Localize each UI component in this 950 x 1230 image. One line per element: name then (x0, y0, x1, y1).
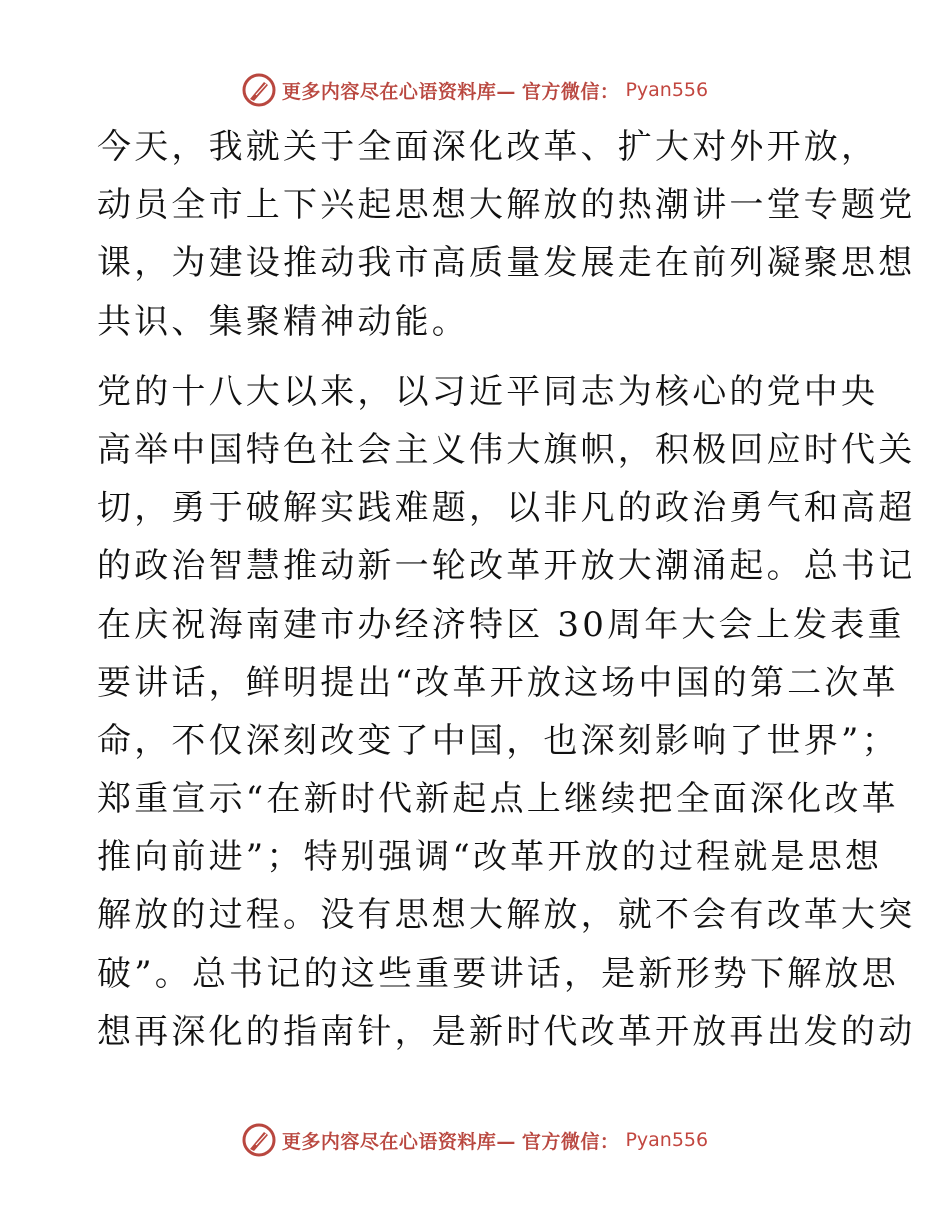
watermark-site-text: 更多内容尽在心语资料库— (281, 1130, 516, 1153)
watermark-contact-value: Pyan556 (625, 79, 709, 101)
watermark-contact-value: Pyan556 (625, 1129, 709, 1151)
text-line: 郑重宣示“在新时代新起点上继续把全面深化改革 (97, 779, 899, 820)
text-line: 的政治智慧推动新一轮改革开放大潮涌起。总书记 (97, 546, 916, 587)
text-line: 课，为建设推动我市高质量发展走在前列凝聚思想 (97, 243, 916, 284)
text-line: 想再深化的指南针，是新时代改革开放再出发的动 (97, 1011, 916, 1052)
text-line: 要讲话，鲜明提出“改革开放这场中国的第二次革 (97, 662, 899, 703)
quill-logo-icon (242, 1123, 276, 1157)
quill-logo-icon (242, 73, 276, 107)
text-line: 切，勇于破解实践难题，以非凡的政治勇气和高超 (97, 488, 916, 529)
footer-watermark (0, 1120, 950, 1160)
watermark-contact-label: 官方微信： (521, 80, 620, 103)
text-line: 推向前进”；特别强调“改革开放的过程就是思想 (97, 837, 883, 878)
header-watermark (0, 70, 950, 110)
text-line: 动员全市上下兴起思想大解放的热潮讲一堂专题党 (97, 185, 916, 226)
text-line: 党的十八大以来，以习近平同志为核心的党中央 (97, 371, 879, 412)
text-line: 今天，我就关于全面深化改革、扩大对外开放， (97, 127, 879, 167)
watermark-contact-label: 官方微信： (521, 1130, 620, 1153)
text-line: 共识、集聚精神动能。 (97, 301, 469, 342)
text-line: 高举中国特色社会主义伟大旗帜，积极回应时代关 (97, 429, 916, 470)
document-body (97, 118, 916, 1073)
watermark-site-text: 更多内容尽在心语资料库— (281, 80, 516, 103)
text-line: 解放的过程。没有思想大解放，就不会有改革大突 (97, 895, 916, 936)
paragraph-2 (97, 363, 916, 1061)
text-line: 破”。总书记的这些重要讲话，是新形势下解放思 (97, 953, 899, 994)
text-line: 在庆祝海南建市办经济特区 30周年大会上发表重 (97, 604, 905, 645)
text-line: 命，不仅深刻改变了中国，也深刻影响了世界”； (97, 720, 899, 761)
paragraph-1 (97, 118, 916, 351)
